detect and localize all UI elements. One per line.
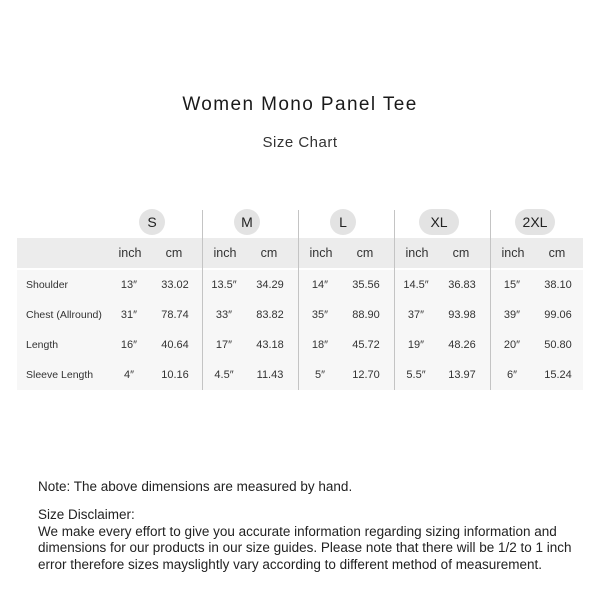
- value-cm: 83.82: [256, 309, 284, 321]
- value-inch: 5″: [314, 369, 325, 381]
- measurement-label: Length: [26, 339, 59, 351]
- value-inch: 31″: [120, 309, 138, 321]
- value-cm: 48.26: [448, 339, 476, 351]
- unit-header-cm: cm: [452, 246, 470, 260]
- unit-header-inch: inch: [405, 246, 429, 260]
- value-cm: 10.16: [161, 369, 189, 381]
- size-header-row: [17, 206, 583, 238]
- table-row: [17, 360, 583, 390]
- value-inch: 17″: [215, 339, 233, 351]
- value-inch: 19″: [407, 339, 425, 351]
- unit-header-cm: cm: [260, 246, 278, 260]
- size-label-l: L: [330, 209, 356, 235]
- disclaimer-text: We make every effort to give you accurate information regarding sizing information and dimensions for our products in our size guides. Please note that there will be 1/2 to 1 inch error therefore sizes mayslightly vary according to different method of measurement.: [38, 523, 572, 572]
- measurement-label: Sleeve Length: [26, 369, 94, 381]
- value-cm: 11.43: [256, 369, 284, 381]
- value-inch: 20″: [503, 339, 521, 351]
- value-inch: 16″: [120, 339, 138, 351]
- measurement-label: Shoulder: [26, 279, 69, 291]
- value-cm: 35.56: [352, 279, 380, 291]
- value-cm: 99.06: [544, 309, 572, 321]
- measurement-note: Note: The above dimensions are measured by hand.: [38, 479, 353, 494]
- unit-header-inch: inch: [118, 246, 142, 260]
- value-cm: 50.80: [544, 339, 572, 351]
- value-inch: 13″: [120, 279, 138, 291]
- table-row: [17, 330, 583, 360]
- value-cm: 13.97: [448, 369, 476, 381]
- value-inch: 4″: [123, 369, 134, 381]
- size-chart-table: [17, 206, 583, 392]
- value-cm: 34.29: [256, 279, 284, 291]
- value-inch: 33″: [215, 309, 233, 321]
- size-disclaimer: [38, 507, 586, 573]
- page-title: Women Mono Panel Tee: [182, 94, 418, 115]
- value-cm: 88.90: [352, 309, 380, 321]
- table-row: [17, 270, 583, 300]
- value-inch: 18″: [311, 339, 329, 351]
- value-cm: 33.02: [161, 279, 189, 291]
- measurement-label: Chest (Allround): [26, 309, 102, 321]
- unit-header-inch: inch: [501, 246, 525, 260]
- value-inch: 14.5″: [403, 279, 429, 291]
- size-label-2xl: 2XL: [515, 209, 555, 235]
- value-cm: 93.98: [448, 309, 476, 321]
- value-inch: 39″: [503, 309, 521, 321]
- table-row: [17, 300, 583, 330]
- value-cm: 12.70: [352, 369, 380, 381]
- disclaimer-title: Size Disclaimer:: [38, 507, 135, 522]
- value-cm: 78.74: [161, 309, 189, 321]
- value-cm: 43.18: [256, 339, 284, 351]
- size-label-s: S: [139, 209, 165, 235]
- value-inch: 6″: [506, 369, 517, 381]
- value-inch: 35″: [311, 309, 329, 321]
- value-cm: 45.72: [352, 339, 380, 351]
- value-inch: 14″: [311, 279, 329, 291]
- value-cm: 38.10: [544, 279, 572, 291]
- value-cm: 40.64: [161, 339, 189, 351]
- unit-header-row: [17, 238, 583, 268]
- page-subtitle: Size Chart: [262, 134, 338, 151]
- column-divider: [394, 210, 395, 390]
- unit-header-inch: inch: [213, 246, 237, 260]
- value-inch: 37″: [407, 309, 425, 321]
- value-cm: 15.24: [544, 369, 572, 381]
- size-label-xl: XL: [419, 209, 459, 235]
- value-inch: 15″: [503, 279, 521, 291]
- unit-header-cm: cm: [165, 246, 183, 260]
- unit-header-cm: cm: [356, 246, 374, 260]
- column-divider: [298, 210, 299, 390]
- size-label-m: M: [234, 209, 260, 235]
- column-divider: [202, 210, 203, 390]
- unit-header-cm: cm: [548, 246, 566, 260]
- column-divider: [490, 210, 491, 390]
- value-inch: 13.5″: [211, 279, 237, 291]
- value-inch: 4.5″: [214, 369, 234, 381]
- unit-header-inch: inch: [309, 246, 333, 260]
- value-inch: 5.5″: [406, 369, 426, 381]
- value-cm: 36.83: [448, 279, 476, 291]
